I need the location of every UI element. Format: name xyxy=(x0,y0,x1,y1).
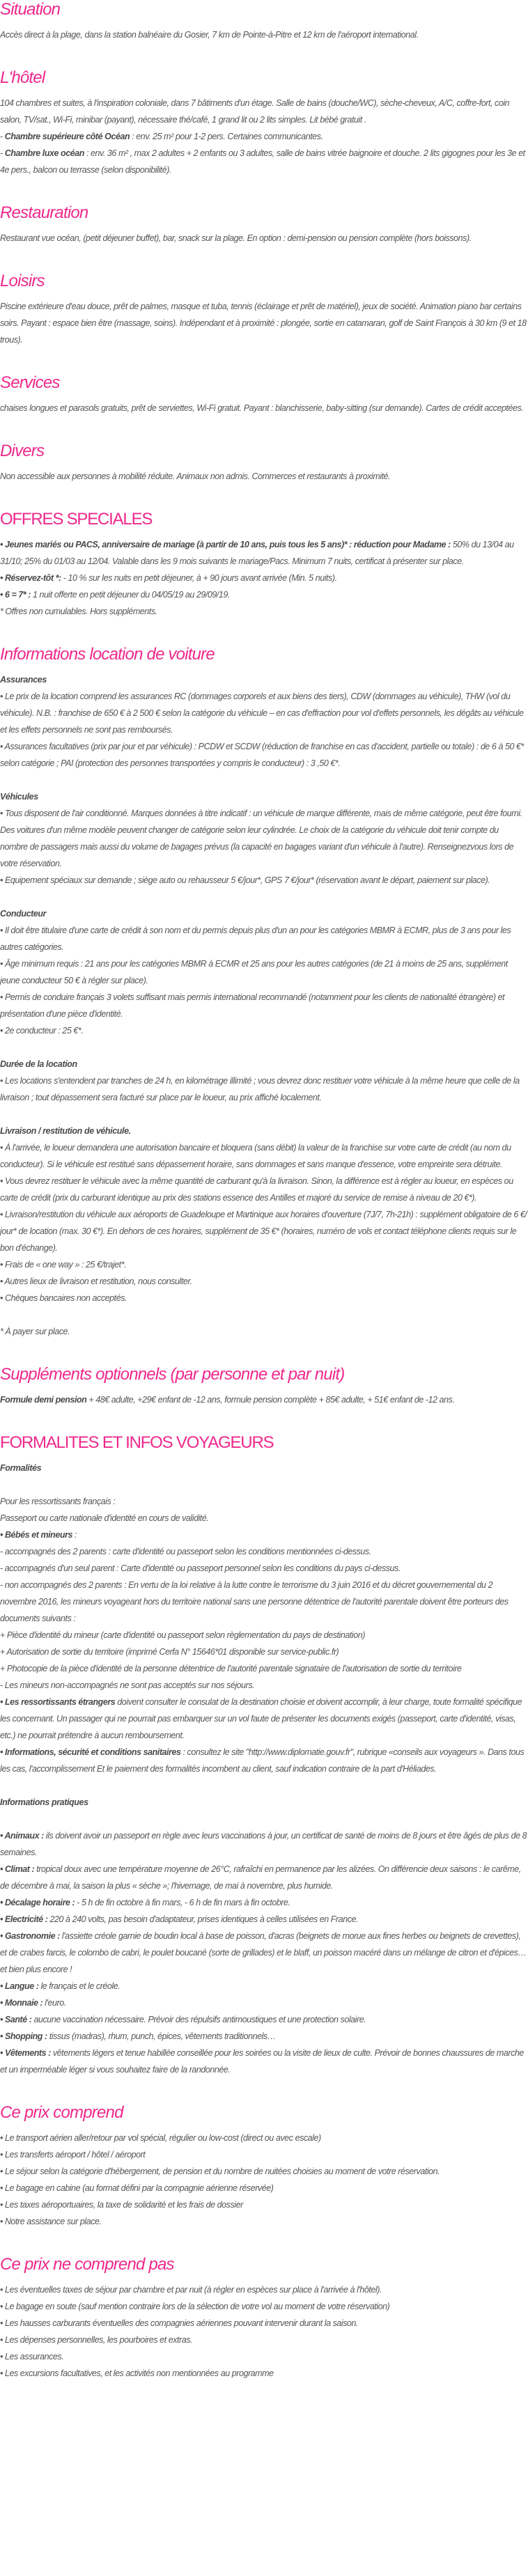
section-title: Informations location de voiture xyxy=(0,645,215,664)
offer-item: • Réservez-tôt *: - 10 % sur les nuits en petit déjeuner, à + 90 jours avant arrivée (Min. 5 nuits). xyxy=(0,573,337,583)
offer-item: • Jeunes mariés ou PACS, anniversaire de mariage (à partir de 10 ans, puis tous les 5 ans)* : réduction pour Madame : 50% du 13/04 au 31/10; 25% du 01/03 au 12/04. Valable dans les 9 mois suivants le mariage/Pacs. Minimum 7 nuits, certificat à présenter sur place. xyxy=(0,540,514,566)
section-location-voiture xyxy=(0,645,528,1340)
subsection-title: Informations pratiques xyxy=(0,1797,88,1807)
list-item: • Les taxes aéroportuaires, la taxe de solidarité et les frais de dossier xyxy=(0,2200,243,2210)
list-item: • À l'arrivée, le loueur demandera une autorisation bancaire et bloquera (sans débit) la valeur de la franchise sur votre carte de crédit (au nom du conducteur). Si le véhicule est restitué sans dépassement horaire, sans dommages et sans manque d'essence, votre empreinte sera détruite. xyxy=(0,1143,511,1169)
section-loisirs xyxy=(0,272,528,348)
list-item: • Le prix de la location comprend les assurances RC (dommages corporels et aux biens des tiers), CDW (dommages au véhicule), THW (vol du véhicule). N.B. : franchise de 650 € à 2 500 € selon la catégorie du véhicule – en cas d'effraction pour vol d'effets personnels, les dégâts au véhicule et les effets personnels ne sont pas remboursés. xyxy=(0,692,524,735)
securite-sanitaire: • Informations, sécurité et conditions sanitaires : consultez le site "http://www.diplomatie.gouv.fr", rubrique «conseils aux voyageurs ». Dans tous les cas, l'accomplissement Et le paiement des formalités incombent au client, sauf indication contraire de la part d'Héliades. xyxy=(0,1747,525,1774)
section-restauration xyxy=(0,203,528,247)
section-offres-speciales xyxy=(0,510,528,620)
section-prix-ne-comprend-pas xyxy=(0,2255,528,2382)
info-pratique: • Gastronomie : l'assiette créole garnie de boudin local à base de poisson, d'acras (beignets de morue aux fines herbes ou beignets de crevettes), et de crabes farcis, le colombo de cabri, le poulet boucané (sorte de grillades) et le blaff, un poisson macéré dans un mélange de citron et d'épices… et bien plus encore ! xyxy=(0,1931,527,1974)
info-pratique: • Monnaie : l'euro. xyxy=(0,1998,66,2008)
section-title: Ce prix comprend xyxy=(0,2103,123,2122)
info-pratique: • Shopping : tissus (madras), rhum, punch, épices, vêtements traditionnels… xyxy=(0,2031,276,2041)
mineurs-line: - non accompagnés des 2 parents : En vertu de la loi relative à la lutte contre le terrorisme du 3 juin 2016 et du décret gouvernemental du 2 novembre 2016, les mineurs voyageant hors du territoire national sans une personne détentrice de l'autorité parentale doivent être porteurs des documents suivants : xyxy=(0,1580,508,1623)
section-formalites xyxy=(0,1433,528,2078)
situation-text: Accès direct à la plage, dans la station balnéaire du Gosier, 7 km de Pointe-à-Pitre et 12 km de l'aéroport international. xyxy=(0,30,419,40)
section-divers xyxy=(0,442,528,485)
mineurs-line: - accompagnés des 2 parents : carte d'identité ou passeport selon les conditions mentionnées ci-dessus. xyxy=(0,1547,371,1556)
list-item: • Les assurances. xyxy=(0,2352,64,2362)
bebes-mineurs: • Bébés et mineurs : xyxy=(0,1530,77,1540)
info-pratique: • Vêtements : vêtements légers et tenue habillée conseillée pour les soirées ou la visite de lieux de culte. Prévoir de bonnes chaussures de marche et un imperméable léger si vous souhaitez faire de la randonnée. xyxy=(0,2048,524,2075)
mineurs-line: + Autorisation de sortie du territoire (imprimé Cerfa N° 15646*01 disponible sur service-public.fr) xyxy=(0,1647,339,1657)
info-pratique: • Climat : tropical doux avec une température moyenne de 26°C, rafraîchi en permanence par les alizées. On différencie deux saisons : le carême, de décembre à mai, la saison la plus « sèche »; l'hivernage, de mai à novembre, plus humide. xyxy=(0,1864,521,1891)
list-item: • Permis de conduire français 3 volets suffisant mais permis international recommandé (notamment pour les clients de nationalité étrangère) et présentation d'une pièce d'identité. xyxy=(0,992,505,1019)
mineurs-line: - accompagnés d'un seul parent : Carte d'identité ou passeport personnel selon les conditions du pays ci-dessus. xyxy=(0,1563,401,1573)
subsection-title: Assurances xyxy=(0,675,47,685)
ressortissants-etrangers: • Les ressortissants étrangers doivent consulter le consulat de la destination choisie et doivent accomplir, à leur charge, toute formalité spécifique les concernant. Un passager qui ne pourrait pas embarquer sur un vol faute de présenter les documents exigés (passeport, carte d'identité, visas, etc.) ne pourrait prétendre à aucun remboursement. xyxy=(0,1697,522,1740)
list-item: • Tous disposent de l'air conditionné. Marques données à titre indicatif : un véhicule de marque différente, mais de même catégorie, peut être fourni. Des voitures d'un même modèle peuvent changer de catégorie selon leur cylindrée. Le choix de la catégorie du véhicule doit tenir compte du nombre de passagers mais aussi du volume de bagages prévus (la capacité en bagages variant d'un véhicule à l'autre). Renseignezvous lors de votre réservation. xyxy=(0,809,522,868)
mineurs-line: + Photocopie de la pièce d'identité de la personne détentrice de l'autorité parentale signataire de l'autorisation de sortie du territoire xyxy=(0,1664,462,1673)
room-superieure: - Chambre supérieure côté Océan : env. 25 m² pour 1-2 pers. Certaines communicantes. xyxy=(0,132,323,141)
info-pratique: • Electricité : 220 à 240 volts, pas besoin d'adaptateur, prises identiques à celles utilisées en France. xyxy=(0,1914,359,1924)
section-hotel xyxy=(0,68,528,178)
section-title: Suppléments optionnels (par personne et par nuit) xyxy=(0,1365,345,1384)
list-item: • Les excursions facultatives, et les activités non mentionnées au programme xyxy=(0,2368,274,2378)
section-title: FORMALITES ET INFOS VOYAGEURS xyxy=(0,1433,274,1452)
section-title: OFFRES SPECIALES xyxy=(0,510,153,529)
list-item: • Âge minimum requis : 21 ans pour les catégories MBMR à ECMR et 25 ans pour les autres catégories (de 21 à moins de 25 ans, supplément jeune conducteur 50 € à régler sur place). xyxy=(0,959,508,985)
list-item: • Vous devrez restituer le véhicule avec la même quantité de carburant qu'à la livraison. Sinon, la différence est à régler au loueur, en espèces ou carte de crédit (prix du carburant identique au prix des stations essence des Antilles et majoré du service de remise à niveau de 20 €*). xyxy=(0,1176,513,1203)
list-item: • Les éventuelles taxes de séjour par chambre et par nuit (à régler en espèces sur place à l'arrivée à l'hôtel). xyxy=(0,2285,382,2295)
list-item: • Il doit être titulaire d'une carte de crédit à son nom et du permis depuis plus d'un an pour les catégories MBMR à ECMR, plus de 3 ans pour les autres catégories. xyxy=(0,926,511,952)
list-item: • Le séjour selon la catégorie d'hébergement, de pension et du nombre de nuitées choisies au moment de votre réservation. xyxy=(0,2167,440,2176)
room-luxe: - Chambre luxe océan : env. 36 m² , max 2 adultes + 2 enfants ou 3 adultes, salle de bains vitrée baignoire et douche. 2 lits gigognes pour les 3e et 4e pers., balcon ou terrasse (selon disponibilité). xyxy=(0,148,525,175)
section-title: Ce prix ne comprend pas xyxy=(0,2255,174,2274)
list-item: • Equipement spéciaux sur demande ; siège auto ou rehausseur 5 €/jour*, GPS 7 €/jour* (réservation avant le départ, paiement sur place). xyxy=(0,875,490,885)
list-item: • Les hausses carburants éventuelles des compagnies aériennes pouvant intervenir durant la saison. xyxy=(0,2318,359,2328)
services-text: chaises longues et parasols gratuits, prêt de serviettes, Wi-Fi gratuit. Payant : blanchisserie, baby-sitting (sur demande). Cartes de crédit acceptées. xyxy=(0,403,524,413)
section-services xyxy=(0,373,528,416)
subsection-title: Formalités xyxy=(0,1463,42,1473)
section-title: Restauration xyxy=(0,203,88,222)
offer-note: * Offres non cumulables. Hors suppléments. xyxy=(0,607,157,616)
list-item: • Frais de « one way » : 25 €/trajet*. xyxy=(0,1260,127,1270)
info-pratique: • Décalage horaire : - 5 h de fin octobre à fin mars, - 6 h de fin mars à fin octobre. xyxy=(0,1898,290,1907)
section-supplements xyxy=(0,1365,528,1408)
info-pratique: • Animaux : ils doivent avoir un passeport en règle avec leurs vaccinations à jour, un certificat de santé de moins de 8 jours et être âgés de plus de 8 semaines. xyxy=(0,1831,527,1857)
formalites-line: Passeport ou carte nationale d'identité en cours de validité. xyxy=(0,1513,209,1523)
list-item: • Le bagage en cabine (au format défini par la compagnie aérienne réservée) xyxy=(0,2183,274,2193)
list-item: • Assurances facultatives (prix par jour et par véhicule) : PCDW et SCDW (réduction de franchise en cas d'accident, partielle ou totale) : de 6 à 50 €* selon catégorie ; PAI (protection des personnes transportées y compris le conducteur) : 3 ,50 €*. xyxy=(0,742,524,768)
section-title: Services xyxy=(0,373,60,392)
list-item: • Autres lieux de livraison et restitution, nous consulter. xyxy=(0,1277,192,1286)
section-title: Divers xyxy=(0,442,45,460)
location-note: * À payer sur place. xyxy=(0,1327,70,1336)
info-pratique: • Santé : aucune vaccination nécessaire. Prévoir des répulsifs antimoustiques et une protection solaire. xyxy=(0,2015,366,2024)
list-item: • Les dépenses personnelles, les pourboires et extras. xyxy=(0,2335,193,2345)
formalites-line: Pour les ressortissants français : xyxy=(0,1497,116,1506)
list-item: • Notre assistance sur place. xyxy=(0,2217,102,2226)
hotel-intro: 104 chambres et suites, à l'inspiration coloniale, dans 7 bâtiments d'un étage. Salle de bains (douche/WC), sèche-cheveux, A/C, coffre-fort, coin salon, TV/sat., Wi-Fi, minibar (payant), nécessaire thé/café, 1 grand lit ou 2 lits simples. Lit bébé gratuit . xyxy=(0,98,510,125)
subsection-title: Livraison / restitution de véhicule. xyxy=(0,1126,131,1136)
mineurs-line: - Les mineurs non-accompagnés ne sont pas acceptés sur nos séjours. xyxy=(0,1680,255,1690)
loisirs-text: Piscine extérieure d'eau douce, prêt de palmes, masque et tuba, tennis (éclairage et prêt de matériel), jeux de société. Animation piano bar certains soirs. Payant : espace bien être (massage, soins). Indépendant et à proximité : plongée, sortie en catamaran, golf de Saint François à 30 km (9 et 18 trous). xyxy=(0,302,527,345)
mineurs-line: + Pièce d'identité du mineur (carte d'identité ou passeport selon règlementation du pays de destination) xyxy=(0,1630,365,1640)
section-situation xyxy=(0,0,528,43)
section-title: Situation xyxy=(0,0,61,19)
list-item: • Le bagage en soute (sauf mention contraire lors de la sélection de votre vol au moment de votre réservation) xyxy=(0,2302,390,2311)
info-pratique: • Langue : le français et le créole. xyxy=(0,1981,121,1991)
section-title: L'hôtel xyxy=(0,68,45,87)
list-item: • 2e conducteur : 25 €*. xyxy=(0,1026,84,1036)
section-prix-comprend xyxy=(0,2103,528,2230)
section-title: Loisirs xyxy=(0,272,45,290)
subsection-title: Véhicules xyxy=(0,792,38,802)
restauration-text: Restaurant vue océan, (petit déjeuner buffet), bar, snack sur la plage. En option : demi-pension ou pension complète (hors boissons). xyxy=(0,233,472,243)
list-item: • Le transport aérien aller/retour par vol spécial, régulier ou low-cost (direct ou avec escale) xyxy=(0,2133,321,2143)
subsection-title: Durée de la location xyxy=(0,1059,77,1069)
subsection-title: Conducteur xyxy=(0,909,47,919)
offer-item: • 6 = 7* : 1 nuit offerte en petit déjeuner du 04/05/19 au 29/09/19. xyxy=(0,590,230,600)
list-item: • Chèques bancaires non acceptés. xyxy=(0,1293,127,1303)
supplements-text: Formule demi pension + 48€ adulte, +29€ enfant de -12 ans, formule pension complète + 85€ adulte, + 51€ enfant de -12 ans. xyxy=(0,1395,455,1405)
list-item: • Livraison/restitution du véhicule aux aéroports de Guadeloupe et Martinique aux horaires d'ouverture (7J/7, 7h-21h) : supplément obligatoire de 6 €/ jour* de location (max. 30 €*). En dehors de ces horaires, supplément de 35 €* (horaires, numéro de vols et contact téléphone clients requis sur le bon d'échange). xyxy=(0,1210,527,1253)
list-item: • Les locations s'entendent par tranches de 24 h, en kilométrage illimité ; vous devrez donc restituer votre véhicule à la même heure que celle de la livraison ; tout dépassement sera facturé sur place par le loueur, au prix affiché localement. xyxy=(0,1076,520,1102)
list-item: • Les transferts aéroport / hôtel / aéroport xyxy=(0,2150,146,2160)
divers-text: Non accessible aux personnes à mobilité réduite. Animaux non admis. Commerces et restaurants à proximité. xyxy=(0,471,391,481)
